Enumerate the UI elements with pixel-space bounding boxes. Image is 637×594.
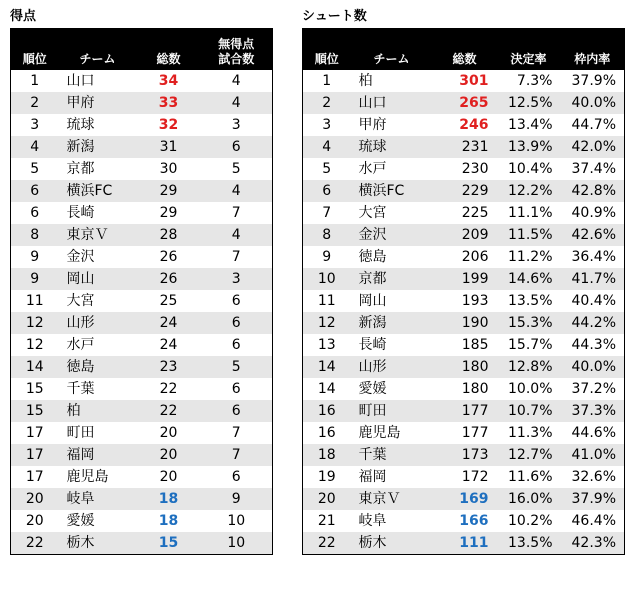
shots-header-on-target: 枠内率 bbox=[561, 29, 625, 71]
rank-cell: 22 bbox=[11, 532, 59, 555]
goals-total-cell: 33 bbox=[137, 92, 201, 114]
table-row bbox=[303, 532, 625, 555]
scoreless-games-cell: 6 bbox=[201, 290, 273, 312]
scoreless-games-cell: 4 bbox=[201, 180, 273, 202]
on-target-rate-cell: 37.2% bbox=[561, 378, 625, 400]
goals-total-cell: 31 bbox=[137, 136, 201, 158]
rank-cell: 17 bbox=[11, 422, 59, 444]
scoreless-games-cell: 6 bbox=[201, 400, 273, 422]
conversion-rate-cell: 11.5% bbox=[497, 224, 561, 246]
scoreless-games-cell: 5 bbox=[201, 158, 273, 180]
shots-header-team: チーム bbox=[351, 29, 433, 71]
shots-total-cell: 199 bbox=[433, 268, 497, 290]
shots-total-cell: 193 bbox=[433, 290, 497, 312]
rank-cell: 8 bbox=[303, 224, 351, 246]
table-row bbox=[303, 444, 625, 466]
shots-total-cell: 177 bbox=[433, 422, 497, 444]
team-cell: 福岡 bbox=[59, 444, 137, 466]
rank-cell: 2 bbox=[303, 92, 351, 114]
team-cell: 栃木 bbox=[59, 532, 137, 555]
goals-header-scoreless-line2: 試合数 bbox=[218, 52, 255, 66]
rank-cell: 2 bbox=[11, 92, 59, 114]
shots-total-cell: 230 bbox=[433, 158, 497, 180]
rank-cell: 20 bbox=[303, 488, 351, 510]
on-target-rate-cell: 41.7% bbox=[561, 268, 625, 290]
on-target-rate-cell: 42.8% bbox=[561, 180, 625, 202]
team-cell: 岐阜 bbox=[59, 488, 137, 510]
on-target-rate-cell: 44.7% bbox=[561, 114, 625, 136]
conversion-rate-cell: 14.6% bbox=[497, 268, 561, 290]
shots-header-rank: 順位 bbox=[303, 29, 351, 71]
goals-total-cell: 20 bbox=[137, 466, 201, 488]
rank-cell: 21 bbox=[303, 510, 351, 532]
goals-total-cell: 30 bbox=[137, 158, 201, 180]
team-cell: 岡山 bbox=[351, 290, 433, 312]
table-row bbox=[303, 312, 625, 334]
team-cell: 柏 bbox=[59, 400, 137, 422]
conversion-rate-cell: 12.7% bbox=[497, 444, 561, 466]
table-row bbox=[11, 114, 273, 136]
conversion-rate-cell: 11.2% bbox=[497, 246, 561, 268]
team-cell: 京都 bbox=[59, 158, 137, 180]
rank-cell: 12 bbox=[11, 334, 59, 356]
rank-cell: 4 bbox=[11, 136, 59, 158]
team-cell: 水戸 bbox=[59, 334, 137, 356]
team-cell: 甲府 bbox=[59, 92, 137, 114]
conversion-rate-cell: 15.7% bbox=[497, 334, 561, 356]
scoreless-games-cell: 3 bbox=[201, 114, 273, 136]
on-target-rate-cell: 37.9% bbox=[561, 488, 625, 510]
team-cell: 大宮 bbox=[59, 290, 137, 312]
shots-table bbox=[302, 28, 625, 555]
conversion-rate-cell: 15.3% bbox=[497, 312, 561, 334]
scoreless-games-cell: 6 bbox=[201, 312, 273, 334]
conversion-rate-cell: 12.2% bbox=[497, 180, 561, 202]
team-cell: 長崎 bbox=[59, 202, 137, 224]
scoreless-games-cell: 4 bbox=[201, 92, 273, 114]
rank-cell: 20 bbox=[11, 510, 59, 532]
on-target-rate-cell: 36.4% bbox=[561, 246, 625, 268]
table-row bbox=[303, 510, 625, 532]
conversion-rate-cell: 10.2% bbox=[497, 510, 561, 532]
goals-total-cell: 29 bbox=[137, 202, 201, 224]
rank-cell: 18 bbox=[303, 444, 351, 466]
scoreless-games-cell: 4 bbox=[201, 70, 273, 92]
shots-total-cell: 180 bbox=[433, 378, 497, 400]
rank-cell: 19 bbox=[303, 466, 351, 488]
goals-header-scoreless bbox=[201, 29, 273, 71]
team-cell: 町田 bbox=[351, 400, 433, 422]
shots-header-total: 総数 bbox=[433, 29, 497, 71]
table-row bbox=[11, 246, 273, 268]
rank-cell: 9 bbox=[11, 268, 59, 290]
goals-table bbox=[10, 28, 273, 555]
table-row bbox=[11, 444, 273, 466]
team-cell: 金沢 bbox=[59, 246, 137, 268]
table-row bbox=[11, 312, 273, 334]
goals-header-total: 総数 bbox=[137, 29, 201, 71]
team-cell: 徳島 bbox=[59, 356, 137, 378]
goals-total-cell: 29 bbox=[137, 180, 201, 202]
on-target-rate-cell: 40.0% bbox=[561, 92, 625, 114]
table-row bbox=[303, 224, 625, 246]
team-cell: 愛媛 bbox=[59, 510, 137, 532]
on-target-rate-cell: 32.6% bbox=[561, 466, 625, 488]
scoreless-games-cell: 10 bbox=[201, 510, 273, 532]
table-row bbox=[11, 224, 273, 246]
rank-cell: 11 bbox=[11, 290, 59, 312]
table-row bbox=[11, 466, 273, 488]
team-cell: 長崎 bbox=[351, 334, 433, 356]
goals-title: 得点 bbox=[10, 9, 37, 24]
team-cell: 東京Ｖ bbox=[59, 224, 137, 246]
table-row bbox=[303, 70, 625, 92]
scoreless-games-cell: 6 bbox=[201, 466, 273, 488]
conversion-rate-cell: 12.8% bbox=[497, 356, 561, 378]
rank-cell: 3 bbox=[303, 114, 351, 136]
rank-cell: 7 bbox=[303, 202, 351, 224]
on-target-rate-cell: 40.0% bbox=[561, 356, 625, 378]
table-row bbox=[11, 290, 273, 312]
table-row bbox=[303, 202, 625, 224]
goals-total-cell: 26 bbox=[137, 268, 201, 290]
on-target-rate-cell: 42.0% bbox=[561, 136, 625, 158]
team-cell: 水戸 bbox=[351, 158, 433, 180]
team-cell: 東京Ｖ bbox=[351, 488, 433, 510]
rank-cell: 20 bbox=[11, 488, 59, 510]
rank-cell: 17 bbox=[11, 444, 59, 466]
shots-title: シュート数 bbox=[302, 9, 367, 24]
table-row bbox=[11, 510, 273, 532]
table-row bbox=[11, 70, 273, 92]
table-row bbox=[11, 202, 273, 224]
goals-total-cell: 34 bbox=[137, 70, 201, 92]
team-cell: 横浜FC bbox=[59, 180, 137, 202]
rank-cell: 3 bbox=[11, 114, 59, 136]
team-cell: 岡山 bbox=[59, 268, 137, 290]
goals-header-team: チーム bbox=[59, 29, 137, 71]
rank-cell: 12 bbox=[303, 312, 351, 334]
rank-cell: 5 bbox=[303, 158, 351, 180]
conversion-rate-cell: 13.9% bbox=[497, 136, 561, 158]
shots-total-cell: 172 bbox=[433, 466, 497, 488]
team-cell: 千葉 bbox=[351, 444, 433, 466]
scoreless-games-cell: 6 bbox=[201, 378, 273, 400]
team-cell: 琉球 bbox=[59, 114, 137, 136]
conversion-rate-cell: 11.1% bbox=[497, 202, 561, 224]
goals-total-cell: 15 bbox=[137, 532, 201, 555]
goals-total-cell: 25 bbox=[137, 290, 201, 312]
team-cell: 徳島 bbox=[351, 246, 433, 268]
on-target-rate-cell: 44.2% bbox=[561, 312, 625, 334]
rank-cell: 14 bbox=[11, 356, 59, 378]
goals-total-cell: 20 bbox=[137, 444, 201, 466]
scoreless-games-cell: 7 bbox=[201, 444, 273, 466]
table-row bbox=[303, 422, 625, 444]
team-cell: 山口 bbox=[351, 92, 433, 114]
conversion-rate-cell: 10.7% bbox=[497, 400, 561, 422]
shots-panel bbox=[302, 6, 624, 555]
team-cell: 栃木 bbox=[351, 532, 433, 555]
rank-cell: 8 bbox=[11, 224, 59, 246]
shots-header-conversion: 決定率 bbox=[497, 29, 561, 71]
rank-cell: 16 bbox=[303, 422, 351, 444]
conversion-rate-cell: 7.3% bbox=[497, 70, 561, 92]
shots-total-cell: 111 bbox=[433, 532, 497, 555]
rank-cell: 15 bbox=[11, 378, 59, 400]
scoreless-games-cell: 5 bbox=[201, 356, 273, 378]
table-row bbox=[303, 180, 625, 202]
shots-total-cell: 173 bbox=[433, 444, 497, 466]
on-target-rate-cell: 37.4% bbox=[561, 158, 625, 180]
goals-total-cell: 20 bbox=[137, 422, 201, 444]
table-row bbox=[11, 356, 273, 378]
table-row bbox=[11, 268, 273, 290]
on-target-rate-cell: 42.6% bbox=[561, 224, 625, 246]
team-cell: 山口 bbox=[59, 70, 137, 92]
goals-total-cell: 23 bbox=[137, 356, 201, 378]
shots-total-cell: 190 bbox=[433, 312, 497, 334]
rank-cell: 22 bbox=[303, 532, 351, 555]
scoreless-games-cell: 4 bbox=[201, 224, 273, 246]
team-cell: 横浜FC bbox=[351, 180, 433, 202]
goals-total-cell: 24 bbox=[137, 334, 201, 356]
table-row bbox=[11, 92, 273, 114]
goals-total-cell: 18 bbox=[137, 510, 201, 532]
team-cell: 岐阜 bbox=[351, 510, 433, 532]
table-row bbox=[303, 400, 625, 422]
scoreless-games-cell: 7 bbox=[201, 246, 273, 268]
team-cell: 福岡 bbox=[351, 466, 433, 488]
rank-cell: 15 bbox=[11, 400, 59, 422]
goals-panel bbox=[10, 6, 272, 555]
shots-total-cell: 231 bbox=[433, 136, 497, 158]
goals-total-cell: 22 bbox=[137, 400, 201, 422]
team-cell: 鹿児島 bbox=[59, 466, 137, 488]
on-target-rate-cell: 46.4% bbox=[561, 510, 625, 532]
table-row bbox=[11, 136, 273, 158]
rank-cell: 17 bbox=[11, 466, 59, 488]
rank-cell: 1 bbox=[303, 70, 351, 92]
conversion-rate-cell: 12.5% bbox=[497, 92, 561, 114]
team-cell: 千葉 bbox=[59, 378, 137, 400]
shots-total-cell: 209 bbox=[433, 224, 497, 246]
team-cell: 大宮 bbox=[351, 202, 433, 224]
table-row bbox=[303, 466, 625, 488]
shots-header-row bbox=[303, 29, 625, 71]
conversion-rate-cell: 10.4% bbox=[497, 158, 561, 180]
table-row bbox=[11, 532, 273, 555]
conversion-rate-cell: 10.0% bbox=[497, 378, 561, 400]
table-row bbox=[303, 268, 625, 290]
rank-cell: 11 bbox=[303, 290, 351, 312]
goals-total-cell: 32 bbox=[137, 114, 201, 136]
table-row bbox=[11, 334, 273, 356]
rank-cell: 6 bbox=[303, 180, 351, 202]
rank-cell: 6 bbox=[11, 180, 59, 202]
scoreless-games-cell: 3 bbox=[201, 268, 273, 290]
table-row bbox=[11, 180, 273, 202]
rank-cell: 9 bbox=[303, 246, 351, 268]
scoreless-games-cell: 10 bbox=[201, 532, 273, 555]
goals-header-scoreless-line1: 無得点 bbox=[218, 37, 255, 51]
team-cell: 新潟 bbox=[351, 312, 433, 334]
table-row bbox=[303, 114, 625, 136]
shots-total-cell: 206 bbox=[433, 246, 497, 268]
goals-total-cell: 28 bbox=[137, 224, 201, 246]
rank-cell: 4 bbox=[303, 136, 351, 158]
goals-total-cell: 26 bbox=[137, 246, 201, 268]
team-cell: 甲府 bbox=[351, 114, 433, 136]
team-cell: 山形 bbox=[59, 312, 137, 334]
table-row bbox=[303, 290, 625, 312]
conversion-rate-cell: 13.5% bbox=[497, 532, 561, 555]
rank-cell: 16 bbox=[303, 400, 351, 422]
table-row bbox=[303, 92, 625, 114]
shots-total-cell: 166 bbox=[433, 510, 497, 532]
rank-cell: 13 bbox=[303, 334, 351, 356]
scoreless-games-cell: 6 bbox=[201, 334, 273, 356]
table-row bbox=[303, 378, 625, 400]
team-cell: 鹿児島 bbox=[351, 422, 433, 444]
shots-total-cell: 185 bbox=[433, 334, 497, 356]
shots-total-cell: 177 bbox=[433, 400, 497, 422]
table-row bbox=[11, 422, 273, 444]
shots-total-cell: 265 bbox=[433, 92, 497, 114]
goals-table-body bbox=[11, 70, 273, 555]
scoreless-games-cell: 7 bbox=[201, 202, 273, 224]
goals-header-rank: 順位 bbox=[11, 29, 59, 71]
table-row bbox=[303, 246, 625, 268]
table-row bbox=[11, 378, 273, 400]
shots-table-body bbox=[303, 70, 625, 555]
goals-total-cell: 24 bbox=[137, 312, 201, 334]
rank-cell: 14 bbox=[303, 356, 351, 378]
on-target-rate-cell: 44.3% bbox=[561, 334, 625, 356]
rank-cell: 14 bbox=[303, 378, 351, 400]
conversion-rate-cell: 11.3% bbox=[497, 422, 561, 444]
table-row bbox=[303, 158, 625, 180]
on-target-rate-cell: 37.3% bbox=[561, 400, 625, 422]
shots-total-cell: 246 bbox=[433, 114, 497, 136]
team-cell: 金沢 bbox=[351, 224, 433, 246]
shots-total-cell: 301 bbox=[433, 70, 497, 92]
rank-cell: 6 bbox=[11, 202, 59, 224]
table-row bbox=[11, 158, 273, 180]
rank-cell: 1 bbox=[11, 70, 59, 92]
rank-cell: 9 bbox=[11, 246, 59, 268]
on-target-rate-cell: 40.9% bbox=[561, 202, 625, 224]
conversion-rate-cell: 11.6% bbox=[497, 466, 561, 488]
shots-total-cell: 229 bbox=[433, 180, 497, 202]
team-cell: 柏 bbox=[351, 70, 433, 92]
scoreless-games-cell: 7 bbox=[201, 422, 273, 444]
rank-cell: 10 bbox=[303, 268, 351, 290]
conversion-rate-cell: 16.0% bbox=[497, 488, 561, 510]
shots-total-cell: 225 bbox=[433, 202, 497, 224]
on-target-rate-cell: 42.3% bbox=[561, 532, 625, 555]
on-target-rate-cell: 40.4% bbox=[561, 290, 625, 312]
rank-cell: 12 bbox=[11, 312, 59, 334]
goals-total-cell: 18 bbox=[137, 488, 201, 510]
table-row bbox=[303, 488, 625, 510]
conversion-rate-cell: 13.4% bbox=[497, 114, 561, 136]
rank-cell: 5 bbox=[11, 158, 59, 180]
table-row bbox=[303, 334, 625, 356]
conversion-rate-cell: 13.5% bbox=[497, 290, 561, 312]
team-cell: 琉球 bbox=[351, 136, 433, 158]
shots-total-cell: 180 bbox=[433, 356, 497, 378]
on-target-rate-cell: 44.6% bbox=[561, 422, 625, 444]
on-target-rate-cell: 37.9% bbox=[561, 70, 625, 92]
goals-total-cell: 22 bbox=[137, 378, 201, 400]
table-row bbox=[303, 356, 625, 378]
team-cell: 新潟 bbox=[59, 136, 137, 158]
team-cell: 山形 bbox=[351, 356, 433, 378]
shots-total-cell: 169 bbox=[433, 488, 497, 510]
table-row bbox=[11, 488, 273, 510]
team-cell: 愛媛 bbox=[351, 378, 433, 400]
table-row bbox=[11, 400, 273, 422]
on-target-rate-cell: 41.0% bbox=[561, 444, 625, 466]
team-cell: 京都 bbox=[351, 268, 433, 290]
table-row bbox=[303, 136, 625, 158]
scoreless-games-cell: 6 bbox=[201, 136, 273, 158]
scoreless-games-cell: 9 bbox=[201, 488, 273, 510]
team-cell: 町田 bbox=[59, 422, 137, 444]
goals-header-row bbox=[11, 29, 273, 71]
